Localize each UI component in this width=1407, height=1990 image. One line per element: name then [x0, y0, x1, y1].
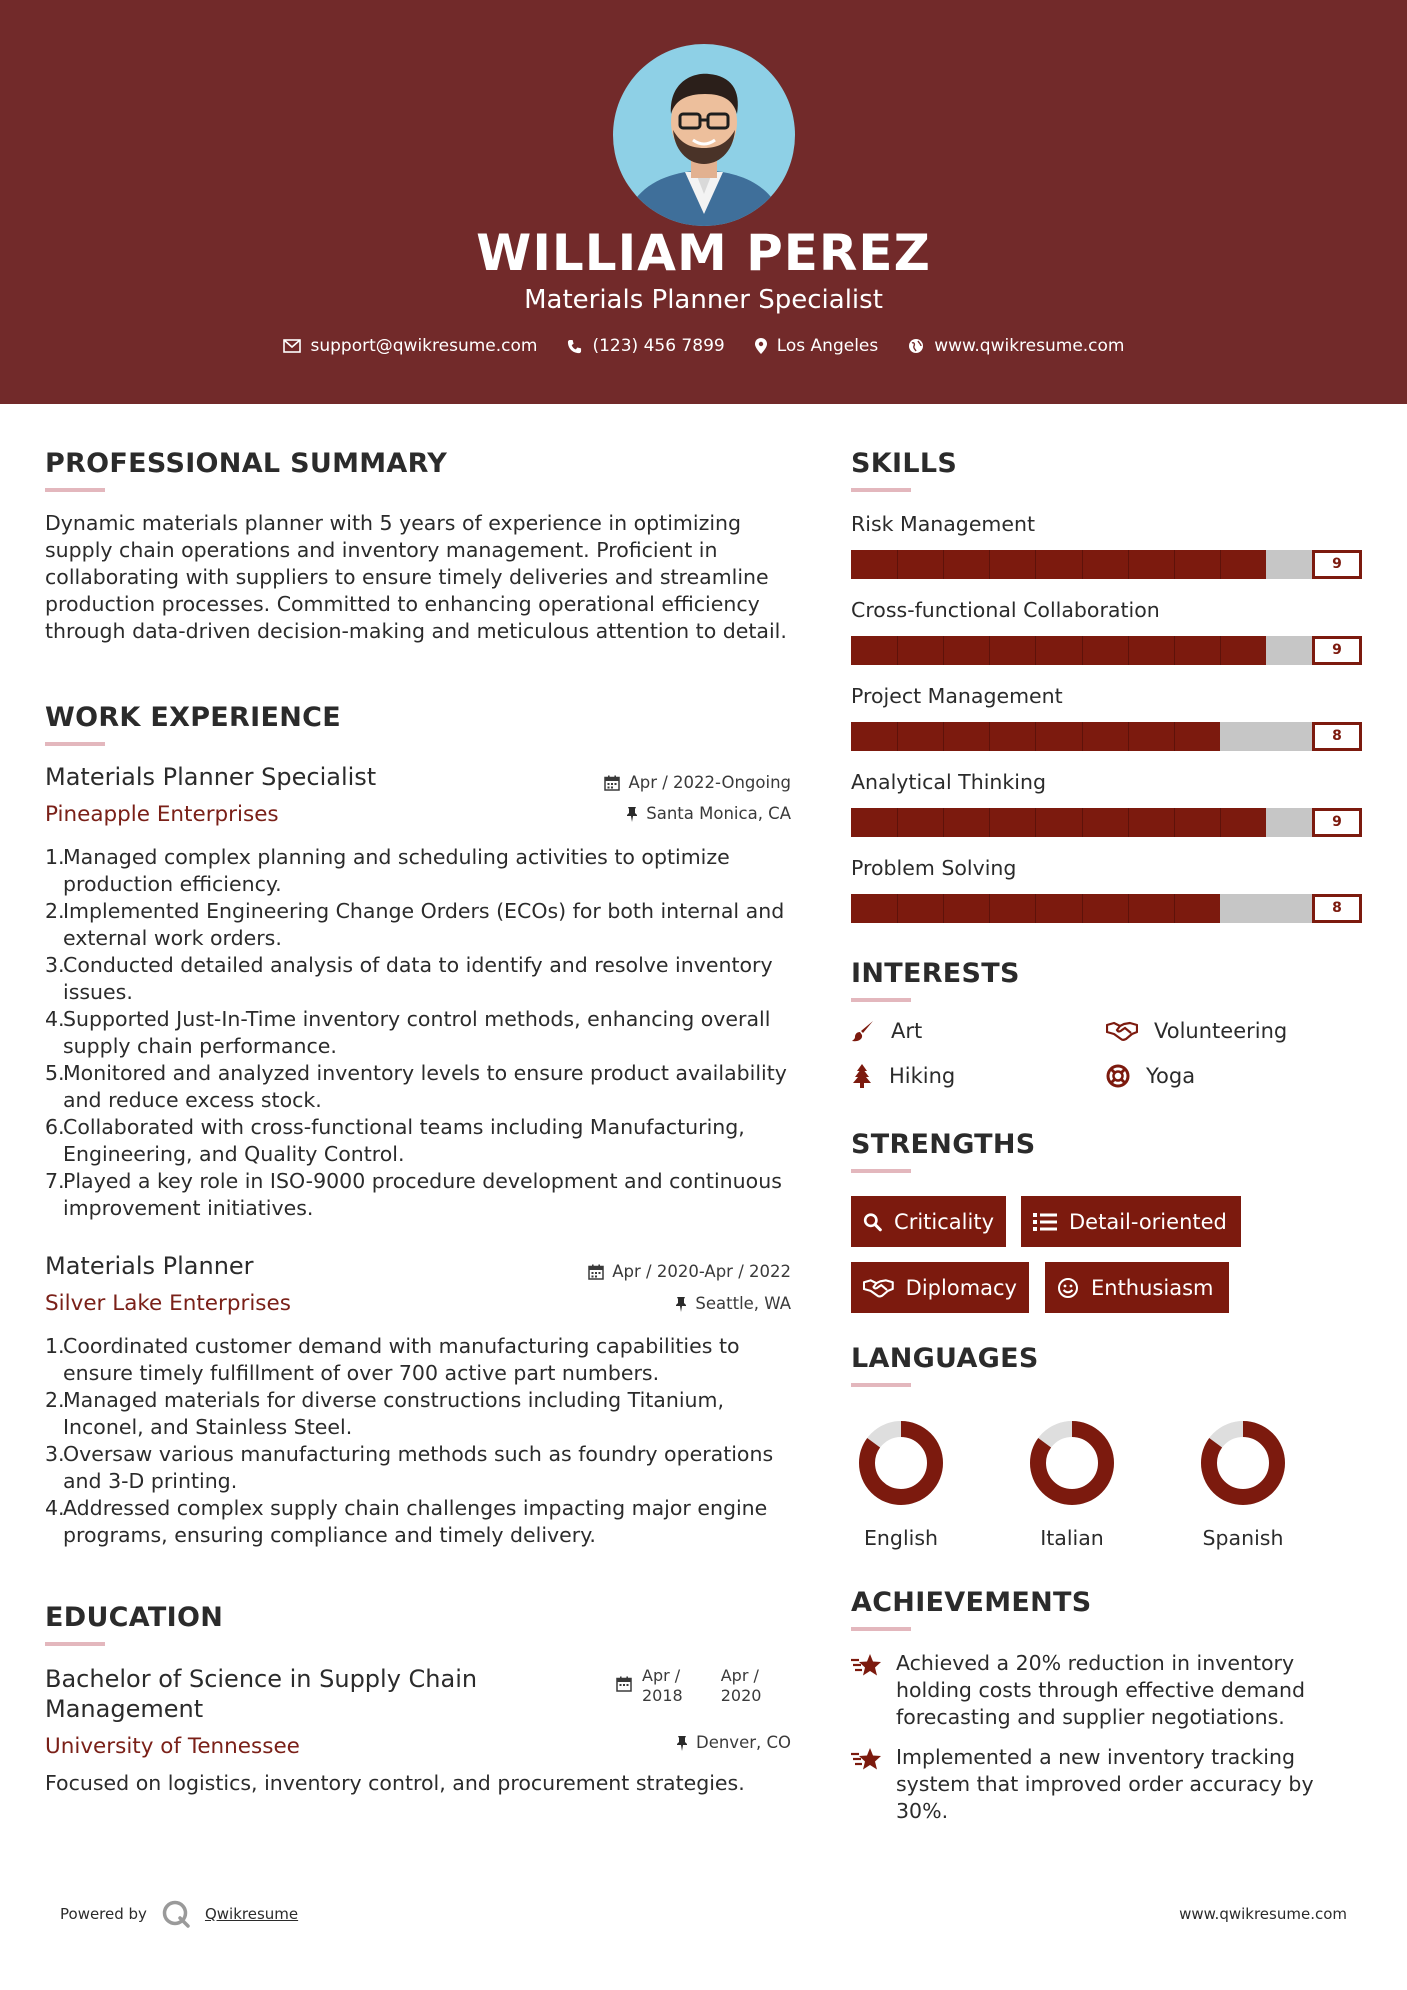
skill-bar-segment [897, 808, 898, 837]
skill-score: 9 [1312, 808, 1362, 837]
languages-heading: LANGUAGES [851, 1343, 1039, 1374]
achievement-item: Achieved a 20% reduction in inventory holding costs through effective demand forecasting and supplier negotiations. [851, 1650, 1331, 1731]
pushpin-icon [676, 1735, 688, 1751]
skill-bar-segment [1174, 808, 1175, 837]
tree-icon [851, 1064, 873, 1088]
skill-bar-segment [897, 722, 898, 751]
achievement-item: Implemented a new inventory tracking system that improved order accuracy by 30%. [851, 1744, 1331, 1825]
skill-bar-segment [943, 894, 944, 923]
skill-bar-fill [851, 808, 1266, 837]
skill-bar-segment [1082, 636, 1083, 665]
skill-bar-segment [897, 550, 898, 579]
language-item [1183, 1418, 1303, 1550]
experience-rule [45, 742, 105, 746]
skill-label: Cross-functional Collaboration [851, 598, 1160, 622]
contact-phone[interactable] [567, 336, 724, 356]
skill-bar-segment [1128, 636, 1129, 665]
skill-bar-segment [943, 636, 944, 665]
strength-enthusiasm: Enthusiasm [1045, 1262, 1229, 1313]
school-name: University of Tennessee [45, 1734, 300, 1759]
skill-score: 9 [1312, 550, 1362, 579]
skill-bar-segment [1174, 550, 1175, 579]
handshake-icon [1106, 1020, 1138, 1042]
skill-label: Project Management [851, 684, 1063, 708]
skill-label: Analytical Thinking [851, 770, 1046, 794]
skill-bar-segment [989, 894, 990, 923]
list-item: 4. Addressed complex supply chain challenges impacting major engine programs, ensuring compliance and timely delivery. [45, 1496, 768, 1547]
skill-bar-fill [851, 550, 1266, 579]
skill-bar-segment [1035, 550, 1036, 579]
education-dates: Apr / 2018 Apr / 2020 [616, 1666, 761, 1706]
education-description: Focused on logistics, inventory control, and procurement strategies. [45, 1771, 745, 1795]
skill-score: 8 [1312, 722, 1362, 751]
skill-bar [851, 722, 1362, 751]
job-bullets [45, 844, 795, 1222]
experience-heading: WORK EXPERIENCE [45, 702, 341, 733]
languages-rule [851, 1383, 911, 1387]
skill-bar-segment [1174, 722, 1175, 751]
job-dates-text: Apr / 2020-Apr / 2022 [612, 1262, 791, 1281]
education-heading: EDUCATION [45, 1602, 224, 1633]
calendar-icon [616, 1676, 632, 1692]
language-item [1012, 1418, 1132, 1550]
language-name: English [863, 1526, 939, 1550]
contact-email[interactable] [283, 336, 538, 356]
skill-bar-segment [1128, 550, 1129, 579]
skill-bar-segment [1174, 636, 1175, 665]
list-item: 7. Played a key role in ISO-9000 procedure development and continuous improvement initiatives. [45, 1169, 782, 1220]
skill-bar-segment [1082, 550, 1083, 579]
summary-heading: PROFESSIONAL SUMMARY [45, 448, 448, 479]
job-location-text: Santa Monica, CA [646, 804, 791, 823]
job-title: Materials Planner Specialist [45, 763, 377, 791]
skill-bar-segment [1082, 808, 1083, 837]
skill-bar-segment [1220, 808, 1221, 837]
job-location [626, 804, 791, 823]
search-icon [863, 1211, 882, 1233]
skill-label: Problem Solving [851, 856, 1017, 880]
skill-score: 8 [1312, 894, 1362, 923]
pushpin-icon [626, 806, 638, 822]
pushpin-icon [675, 1296, 687, 1312]
resume-header [0, 0, 1407, 404]
skills-rule [851, 488, 911, 492]
summary-rule [45, 488, 105, 492]
calendar-icon [588, 1264, 604, 1280]
globe-icon [908, 338, 924, 354]
skill-bar-segment [989, 550, 990, 579]
skill-bar [851, 636, 1362, 665]
skill-bar-segment [1174, 894, 1175, 923]
lifebuoy-icon [1106, 1064, 1130, 1088]
skill-bar [851, 808, 1362, 837]
language-level-donut [1198, 1418, 1288, 1508]
star-award-icon [851, 1652, 883, 1678]
interest-hiking: Hiking [851, 1064, 955, 1088]
website-text: www.qwikresume.com [934, 336, 1125, 356]
powered-by-text: Powered by [60, 1905, 147, 1923]
summary-text: Dynamic materials planner with 5 years of experience in optimizing supply chain operations and inventory management. Proficient in collaborating with suppliers to ensure timely deliveries and streamline production processes. Committed to enhancing operational efficiency through data-driven decision-making and meticulous attention to detail. [45, 511, 787, 643]
skills-heading: SKILLS [851, 448, 958, 479]
education-location: Denver, CO [676, 1733, 791, 1752]
job-bullets [45, 1333, 795, 1549]
qwikresume-logo-icon [161, 1899, 191, 1929]
list-item: 3. Oversaw various manufacturing methods such as foundry operations and 3-D printing. [45, 1442, 774, 1493]
skill-bar-segment [1035, 722, 1036, 751]
interests-rule [851, 998, 911, 1002]
skill-bar-segment [897, 636, 898, 665]
job-title: Materials Planner [45, 1252, 254, 1280]
list-item: 1. Managed complex planning and scheduling activities to optimize production efficiency. [45, 845, 730, 896]
phone-icon [567, 339, 582, 354]
interests-heading: INTERESTS [851, 958, 1020, 989]
list-item: 2. Implemented Engineering Change Orders (ECOs) for both internal and external work orders. [45, 899, 785, 950]
brand-link[interactable]: Qwikresume [204, 1905, 299, 1923]
language-level-donut [856, 1418, 946, 1508]
skill-bar-segment [989, 808, 990, 837]
list-item: 6. Collaborated with cross-functional teams including Manufacturing, Engineering, and Quality Control. [45, 1115, 745, 1166]
list-icon [1033, 1212, 1057, 1232]
paintbrush-icon [851, 1019, 875, 1043]
skill-bar-fill [851, 636, 1266, 665]
calendar-icon [604, 775, 620, 791]
interest-yoga: Yoga [1106, 1064, 1195, 1088]
skill-bar-segment [897, 894, 898, 923]
achievements-rule [851, 1627, 911, 1631]
skill-bar-segment [943, 808, 944, 837]
job-dates [604, 773, 791, 792]
interest-volunteering: Volunteering [1106, 1019, 1287, 1043]
list-item: 5. Monitored and analyzed inventory levels to ensure product availability and reduce excess stock. [45, 1061, 787, 1112]
strength-diplomacy: Diplomacy [851, 1262, 1029, 1313]
skill-bar-segment [989, 722, 990, 751]
job-location [675, 1294, 791, 1313]
skill-bar-segment [989, 636, 990, 665]
strength-criticality: Criticality [851, 1196, 1006, 1247]
map-pin-icon [755, 338, 767, 354]
contact-bar [0, 336, 1407, 356]
list-item: 1. Coordinated customer demand with manufacturing capabilities to ensure timely fulfillment of over 700 active part numbers. [45, 1334, 740, 1385]
company-name: Silver Lake Enterprises [45, 1291, 291, 1316]
skill-bar-segment [1220, 636, 1221, 665]
skill-bar-segment [1082, 894, 1083, 923]
skill-bar [851, 550, 1362, 579]
degree-title: Bachelor of Science in Supply Chain Management [45, 1665, 478, 1723]
skill-bar-segment [1128, 808, 1129, 837]
skill-bar-segment [1035, 894, 1036, 923]
strengths-rule [851, 1169, 911, 1173]
job-dates [588, 1262, 791, 1281]
skill-bar [851, 894, 1362, 923]
skill-bar-segment [943, 550, 944, 579]
language-level-donut [1027, 1418, 1117, 1508]
candidate-name: WILLIAM PEREZ [476, 224, 931, 282]
education-rule [45, 1642, 105, 1646]
list-item: 2. Managed materials for diverse constructions including Titanium, Inconel, and Stainless Steel. [45, 1388, 725, 1439]
skill-bar-segment [1220, 550, 1221, 579]
job-location-text: Seattle, WA [695, 1294, 791, 1313]
envelope-icon [283, 339, 301, 353]
list-item: 3. Conducted detailed analysis of data to identify and resolve inventory issues. [45, 953, 773, 1004]
list-item: 4. Supported Just-In-Time inventory control methods, enhancing overall supply chain performance. [45, 1007, 771, 1058]
footer-powered-by [60, 1899, 298, 1929]
strengths-heading: STRENGTHS [851, 1129, 1036, 1160]
star-award-icon [851, 1746, 883, 1772]
skill-bar-segment [1128, 722, 1129, 751]
language-name: Spanish [1202, 1526, 1284, 1550]
email-text: support@qwikresume.com [310, 336, 538, 356]
candidate-title: Materials Planner Specialist [524, 285, 883, 315]
skill-label: Risk Management [851, 512, 1036, 536]
skill-score: 9 [1312, 636, 1362, 665]
smile-icon [1057, 1277, 1079, 1299]
skill-bar-segment [1128, 894, 1129, 923]
job-dates-text: Apr / 2022-Ongoing [628, 773, 791, 792]
contact-location [755, 336, 879, 356]
contact-website[interactable] [908, 336, 1124, 356]
handshake-icon [863, 1277, 894, 1299]
footer-website[interactable]: www.qwikresume.com [1179, 1905, 1347, 1923]
phone-text: (123) 456 7899 [592, 336, 725, 356]
company-name: Pineapple Enterprises [45, 802, 279, 827]
language-name: Italian [1040, 1526, 1104, 1550]
skill-bar-segment [943, 722, 944, 751]
interest-art: Art [851, 1019, 922, 1043]
language-item [841, 1418, 961, 1550]
profile-photo [613, 44, 795, 226]
skill-bar-segment [1082, 722, 1083, 751]
skill-bar-segment [1035, 636, 1036, 665]
strength-detail-oriented: Detail-oriented [1021, 1196, 1241, 1247]
achievements-heading: ACHIEVEMENTS [851, 1587, 1092, 1618]
skill-bar-segment [1035, 808, 1036, 837]
location-text: Los Angeles [776, 336, 879, 356]
